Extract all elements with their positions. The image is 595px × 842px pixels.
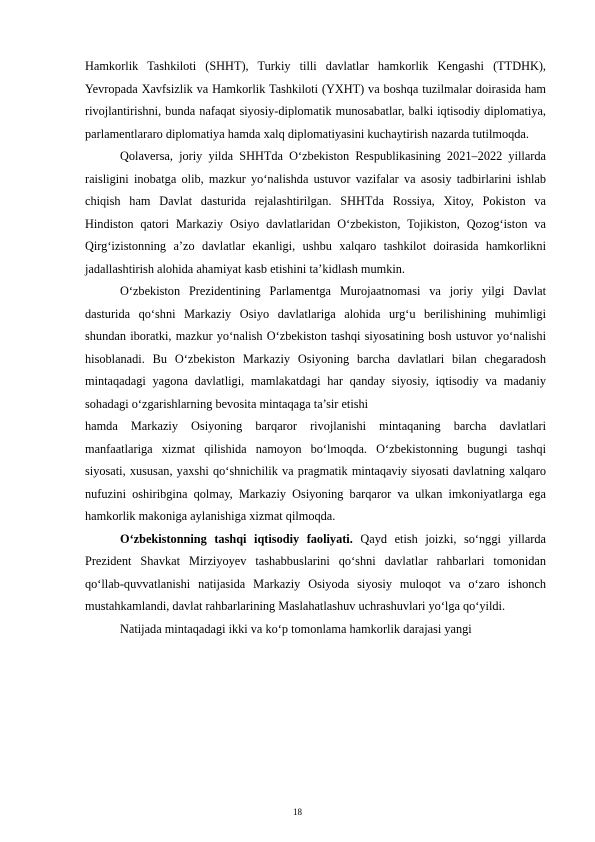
paragraph-1: Hamkorlik Tashkiloti (SHHT), Turkiy tilli davlatlar hamkorlik Kengashi (TTDHK), Yevropada Xavfsizlik va Hamkorlik Tashkiloti (YXHT) va boshqa tuzilmalar doirasida ham rivojlantirishni, bunda nafaqat siyosiy-diplomatik munosabatlar, balki iqtisodiy diplomatiya, parlamentlararo diplomatiya hamda xalq diplomatiyasini kuchaytirish nazarda tutilmoqda. (85, 59, 546, 141)
paragraph-5-body: Qayd etish joizki, so‘nggi yillarda Prezident Shavkat Mirziyoyev tashabbuslarini qo‘shni davlatlar rahbarlari tomonidan qo‘llab-quvvatlanishi natijasida Markaziy Osiyoda siyosiy muloqot va o‘zaro ishonch mustahkamlandi, davlat rahbarlarining Maslahatlashuv uchrashuvlari yo‘lga qo‘yildi. (85, 531, 547, 613)
paragraph-5 (85, 528, 546, 618)
paragraph-2: Qolaversa, joriy yilda SHHTda O‘zbekiston Respublikasining 2021–2022 yillarda raisligini inobatga olib, mazkur yo‘nalishda ustuvor vazifalar va asosiy tadbirlarini ishlab chiqish ham Davlat dasturida rejalashtirilgan. SHHTda Rossiya, Xitoy, Pokiston va Hindiston qatori Markaziy Osiyo davlatlaridan O‘zbekiston, Tojikiston, Qozog‘iston va Qirg‘izistonning a’zo davlatlar ekanligi, ushbu xalqaro tashkilot doirasida hamkorlikni jadallashtirish alohida ahamiyat kasb etishini ta’kidlash mumkin. (85, 149, 546, 276)
page-number: 18 (293, 807, 302, 817)
document-page (85, 55, 546, 640)
paragraph-6: Natijada mintaqadagi ikki va ko‘p tomonlama hamkorlik darajasi yangi (120, 621, 472, 636)
paragraph-3: O‘zbekiston Prezidentining Parlamentga Murojaatnomasi va joriy yilgi Davlat dasturida qo‘shni Markaziy Osiyo davlatlariga alohida urg‘u berilishining muhimligi shundan iboratki, mazkur yo‘nalish O‘zbekiston tashqi siyosatining bosh ustuvor yo‘nalishi hisoblanadi. Bu O‘zbekiston Markaziy Osiyoning barcha davlatlari bilan chegaradosh mintaqadagi yagona davlatligi, mamlakatdagi har qanday siyosiy, iqtisodiy va madaniy sohadagi o‘zgarishlarning bevosita mintaqaga ta’sir etishi (85, 284, 546, 411)
paragraph-4: hamda Markaziy Osiyoning barqaror rivojlanishi mintaqaning barcha davlatlari manfaatlariga xizmat qilishida namoyon bo‘lmoqda. O‘zbekistonning bugungi tashqi siyosati, xususan, yaxshi qo‘shnichilik va pragmatik mintaqaviy siyosati davlatning xalqaro nufuzini oshiribgina qolmay, Markaziy Osiyoning barqaror va ulkan imkoniyatlarga ega hamkorlik makoniga aylanishiga xizmat qilmoqda. (85, 419, 546, 523)
section-heading: O‘zbekistonning tashqi iqtisodiy faoliyati. (120, 531, 353, 546)
